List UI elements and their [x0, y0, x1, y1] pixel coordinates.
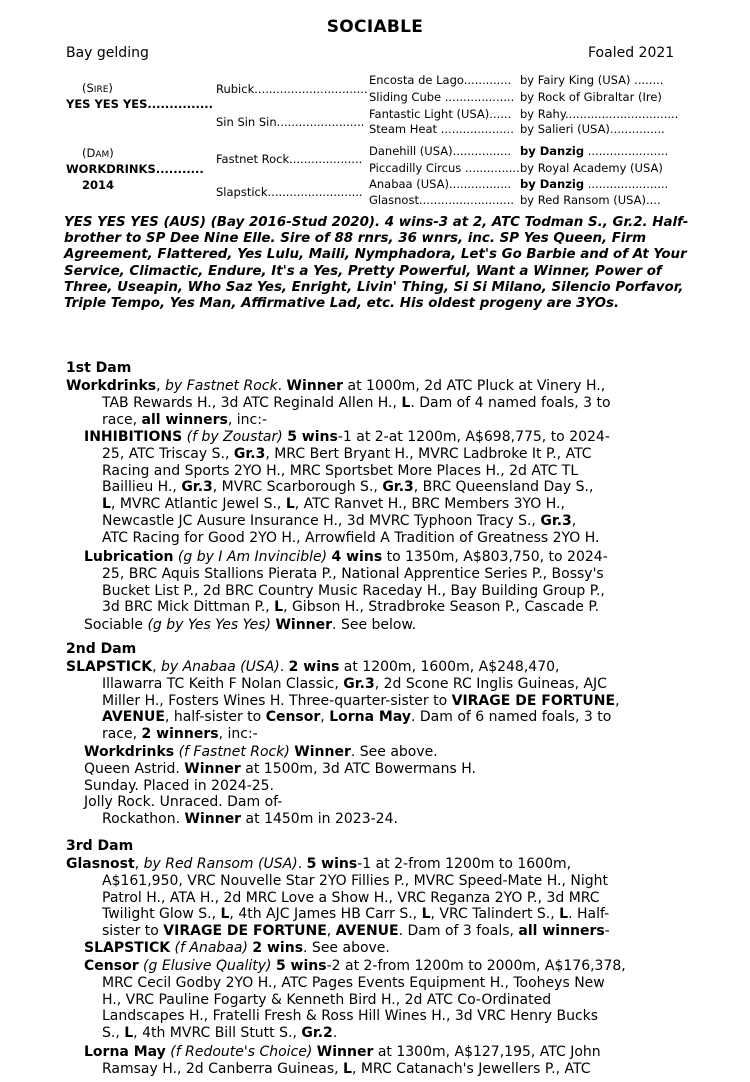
gen3-item: Encosta de Lago.............	[369, 73, 512, 87]
gen4-item: by Danzig ......................	[520, 177, 669, 191]
section-heading-3rd-dam: 3rd Dam	[66, 838, 134, 854]
gen4-item: by Danzig ......................	[520, 144, 669, 158]
dam-entry: SLAPSTICK, by Anabaa (USA). 2 wins at 1200m, 1600m, A$248,470, Illawarra TC Keith F Nolan Classic, Gr.3, 2d Scone RC Inglis Guineas, AJC Miller H., Fosters Wines H. Three-quarter-sister to VIRAGE DE FORTUNE, AVENUE, half-sister to Censor, Lorna May. Dam of 6 named foals, 3 to race, 2 winners, inc:-	[66, 659, 620, 743]
gen4-item: by Salieri (USA)...............	[520, 122, 665, 136]
gen2-item: Slapstick..........................	[216, 185, 363, 199]
sire-name: YES YES YES...............	[66, 97, 213, 111]
gen2-item: Rubick...............................	[216, 82, 368, 96]
gen4-item: by Royal Academy (USA)	[520, 161, 663, 175]
dam-year: 2014	[82, 178, 115, 192]
dam-entry: Glasnost, by Red Ransom (USA). 5 wins-1 at 2-from 1200m to 1600m, A$161,950, VRC Nouvelle Star 2YO Fillies P., MVRC Speed-Mate H., Night Patrol H., ATA H., 2d MRC Love a Show H., VRC Reganza 2YO P., 3d MRC Twilight Glow S., L, 4th AJC James HB Carr S., L, VRC Talindert S., L. Half- sister to VIRAGE DE FORTUNE, AVENUE. Dam of 3 foals, all winners-	[66, 856, 610, 940]
gen3-item: Glasnost..........................	[369, 193, 515, 207]
colour-sex: Bay gelding	[66, 45, 149, 61]
gen4-item: by Fairy King (USA) ........	[520, 73, 664, 87]
gen3-item: Anabaa (USA).................	[369, 177, 512, 191]
gen3-item: Fantastic Light (USA)......	[369, 107, 512, 121]
progeny-entry: INHIBITIONS (f by Zoustar) 5 wins-1 at 2-at 1200m, A$698,775, to 2024- 25, ATC Triscay S., Gr.3, MRC Bert Bryant H., MVRC Ladbroke It P., ATC Racing and Sports 2YO H., MRC Sportsbet More Places H., 2d ATC TL Baillieu H., Gr.3, MVRC Scarborough S., Gr.3, BRC Queensland Day S., L, MVRC Atlantic Jewel S., L, ATC Ranvet H., BRC Members 3YO H., Newcastle JC Ausure Insurance H., 3d MVRC Typhoon Tracy S., Gr.3, ATC Racing for Good 2YO H., Arrowfield A Tradition of Greatness 2YO H.	[84, 429, 610, 546]
gen3-item: Sliding Cube ...................	[369, 90, 515, 104]
dam-entry: Workdrinks, by Fastnet Rock. Winner at 1000m, 2d ATC Pluck at Vinery H., TAB Rewards H., 3d ATC Reginald Allen H., L. Dam of 4 named foals, 3 to race, all winners, inc:-	[66, 378, 611, 428]
sire-summary: YES YES YES (AUS) (Bay 2016-Stud 2020). 4 wins-3 at 2, ATC Todman S., Gr.2. Half-brother to SP Dee Nine Elle. Sire of 88 rnrs, 36 wnrs, inc. SP Yes Queen, Firm Agreement, Flattered, Yes Lulu, Maili, Nymphadora, Let's Go Barbie and of At Your Service, Climactic, Endure, It's a Yes, Pretty Powerful, Want a Winner, Power of Three, Useapin, Who Saz Yes, Enright, Livin' Thing, Si Si Milano, Silencio Porfavor, Triple Tempo, Yes Man, Affirmative Lad, etc. His oldest progeny are 3YOs.	[64, 215, 689, 312]
gen2-item: Sin Sin Sin........................	[216, 115, 365, 129]
dam-name: WORKDRINKS...........	[66, 162, 204, 176]
progeny-list: Workdrinks (f Fastnet Rock) Winner. See above. Queen Astrid. Winner at 1500m, 3d ATC Bowermans H. Sunday. Placed in 2024-25. Jolly Rock. Unraced. Dam of- Rockathon. Winner at 1450m in 2023-24.	[84, 744, 476, 828]
gen4-item: by Red Ransom (USA)....	[520, 193, 661, 207]
gen3-item: Danehill (USA)................	[369, 144, 512, 158]
foaled-year: Foaled 2021	[588, 45, 675, 61]
gen3-item: Piccadilly Circus ...............	[369, 161, 520, 175]
horse-name: SOCIABLE	[326, 17, 424, 37]
dam-tag: (DAM)	[82, 146, 114, 160]
gen2-item: Fastnet Rock....................	[216, 152, 363, 166]
gen4-item: by Rahy...............................	[520, 107, 679, 121]
sire-tag: (SIRE)	[82, 81, 113, 95]
progeny-entry: Lubrication (g by I Am Invincible) 4 wins to 1350m, A$803,750, to 2024- 25, BRC Aquis Stallions Pierata P., National Apprentice Series P., Bossy's Bucket List P., 2d BRC Country Music Raceday H., Bay Building Group P., 3d BRC Mick Dittman P., L, Gibson H., Stradbroke Season P., Cascade P.	[84, 549, 608, 616]
progeny-entry: Sociable (g by Yes Yes Yes) Winner. See below.	[84, 617, 417, 633]
gen4-item: by Rock of Gibraltar (Ire)	[520, 90, 662, 104]
progeny-entry: SLAPSTICK (f Anabaa) 2 wins. See above.	[84, 940, 390, 956]
progeny-entry: Censor (g Elusive Quality) 5 wins-2 at 2-from 1200m to 2000m, A$176,378, MRC Cecil Godby 2YO H., ATC Pages Events Equipment H., Tooheys New H., VRC Pauline Fogarty & Kenneth Bird H., 2d ATC Co-Ordinated Landscapes H., Fratelli Fresh & Ross Hill Wines H., 3d VRC Henry Bucks S., L, 4th MVRC Bill Stutt S., Gr.2.	[84, 958, 626, 1042]
progeny-entry: Lorna May (f Redoute's Choice) Winner at 1300m, A$127,195, ATC John Ramsay H., 2d Canberra Guineas, L, MRC Catanach's Jewellers P., ATC	[84, 1044, 601, 1077]
section-heading-1st-dam: 1st Dam	[66, 360, 132, 376]
section-heading-2nd-dam: 2nd Dam	[66, 641, 137, 657]
gen3-item: Steam Heat ....................	[369, 122, 514, 136]
